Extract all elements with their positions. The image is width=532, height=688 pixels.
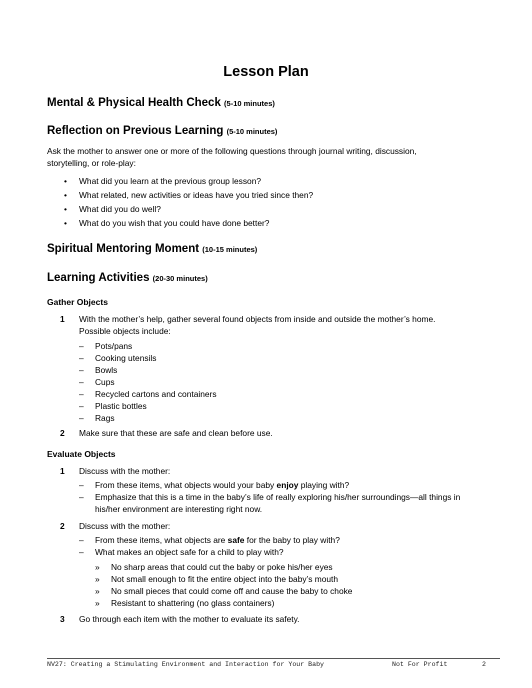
health-check-duration: (5-10 minutes) <box>224 99 275 108</box>
dash-icon: – <box>79 377 84 387</box>
evaluate-step-2-number: 2 <box>60 521 65 531</box>
page-title: Lesson Plan <box>223 64 309 80</box>
evaluate-heading: Evaluate Objects <box>47 449 116 459</box>
item-emphasis: enjoy <box>276 480 299 490</box>
gather-step-1-number: 1 <box>60 314 65 324</box>
dash-icon: – <box>79 401 84 411</box>
dash-icon: – <box>79 389 84 399</box>
dash-icon: – <box>79 480 84 490</box>
evaluate-step-1-item-2-line1: Emphasize that this is a time in the baby’s life of really exploring his/her surroundings—all things in <box>95 492 461 502</box>
object-item: Bowls <box>95 365 118 375</box>
learning-duration: (20-30 minutes) <box>152 274 208 283</box>
footer-title: NV27: Creating a Stimulating Environment and Interaction for Your Baby <box>47 661 324 668</box>
bullet-icon: • <box>64 176 67 186</box>
evaluate-step-2-text: Discuss with the mother: <box>79 521 171 531</box>
evaluate-step-1-number: 1 <box>60 466 65 476</box>
reflection-bullet-2: What related, new activities or ideas have you tried since then? <box>79 190 314 200</box>
evaluate-step-3-text: Go through each item with the mother to evaluate its safety. <box>79 614 300 624</box>
safety-sub-item: No sharp areas that could cut the baby or poke his/her eyes <box>111 562 333 572</box>
evaluate-step-1-item-1 <box>95 479 349 491</box>
reflection-bullet-4: What do you wish that you could have done better? <box>79 218 270 228</box>
spiritual-heading <box>47 243 257 255</box>
footer-not-for-profit: Not For Profit <box>392 661 448 668</box>
gather-step-2-text: Make sure that these are safe and clean before use. <box>79 428 273 438</box>
safety-sub-item: Resistant to shattering (no glass containers) <box>111 598 275 608</box>
bullet-icon: • <box>64 190 67 200</box>
object-item: Pots/pans <box>95 341 133 351</box>
guillemet-icon: » <box>95 598 100 608</box>
item-emphasis: safe <box>227 535 245 545</box>
object-item: Cooking utensils <box>95 353 157 363</box>
dash-icon: – <box>79 365 84 375</box>
item-text: From these items, what objects would your baby <box>95 480 277 490</box>
gather-step-1-line2: Possible objects include: <box>79 326 171 336</box>
evaluate-step-1-item-2-line2: his/her environment are interesting right now. <box>95 504 263 514</box>
object-item: Rags <box>95 413 115 423</box>
item-text: for the baby to play with? <box>244 535 340 545</box>
reflection-intro-line1: Ask the mother to answer one or more of the following questions through journal writing, discussion, <box>47 146 417 156</box>
health-check-heading <box>47 97 275 109</box>
object-item: Plastic bottles <box>95 401 147 411</box>
reflection-bullet-3: What did you do well? <box>79 204 161 214</box>
evaluate-step-2-item-1 <box>95 534 340 546</box>
guillemet-icon: » <box>95 586 100 596</box>
learning-heading-text: Learning Activities <box>47 272 150 284</box>
gather-heading: Gather Objects <box>47 297 108 307</box>
dash-icon: – <box>79 341 84 351</box>
object-item: Cups <box>95 377 115 387</box>
reflection-heading-text: Reflection on Previous Learning <box>47 125 224 137</box>
guillemet-icon: » <box>95 574 100 584</box>
footer-divider <box>47 658 500 659</box>
reflection-duration: (5-10 minutes) <box>226 127 278 136</box>
reflection-heading <box>47 125 277 137</box>
dash-icon: – <box>79 413 84 423</box>
dash-icon: – <box>79 492 84 502</box>
reflection-intro-line2: storytelling, or role-play: <box>47 158 136 168</box>
evaluate-step-1-text: Discuss with the mother: <box>79 466 171 476</box>
footer-page-number: 2 <box>482 661 486 668</box>
evaluate-step-2-item-2: What makes an object safe for a child to play with? <box>95 547 284 557</box>
bullet-icon: • <box>64 204 67 214</box>
dash-icon: – <box>79 353 84 363</box>
item-text: From these items, what objects are <box>95 535 228 545</box>
learning-heading <box>47 272 208 284</box>
gather-step-1-line1: With the mother’s help, gather several found objects from inside and outside the mother’s home. <box>79 314 436 324</box>
health-check-heading-text: Mental & Physical Health Check <box>47 97 221 109</box>
object-item: Recycled cartons and containers <box>95 389 217 399</box>
item-text: playing with? <box>298 480 350 490</box>
spiritual-duration: (10-15 minutes) <box>202 245 258 254</box>
spiritual-heading-text: Spiritual Mentoring Moment <box>47 243 200 255</box>
gather-step-2-number: 2 <box>60 428 65 438</box>
bullet-icon: • <box>64 218 67 228</box>
guillemet-icon: » <box>95 562 100 572</box>
evaluate-step-3-number: 3 <box>60 614 65 624</box>
safety-sub-item: No small pieces that could come off and cause the baby to choke <box>111 586 353 596</box>
reflection-bullet-1: What did you learn at the previous group lesson? <box>79 176 262 186</box>
dash-icon: – <box>79 535 84 545</box>
dash-icon: – <box>79 547 84 557</box>
safety-sub-item: Not small enough to fit the entire object into the baby’s mouth <box>111 574 339 584</box>
